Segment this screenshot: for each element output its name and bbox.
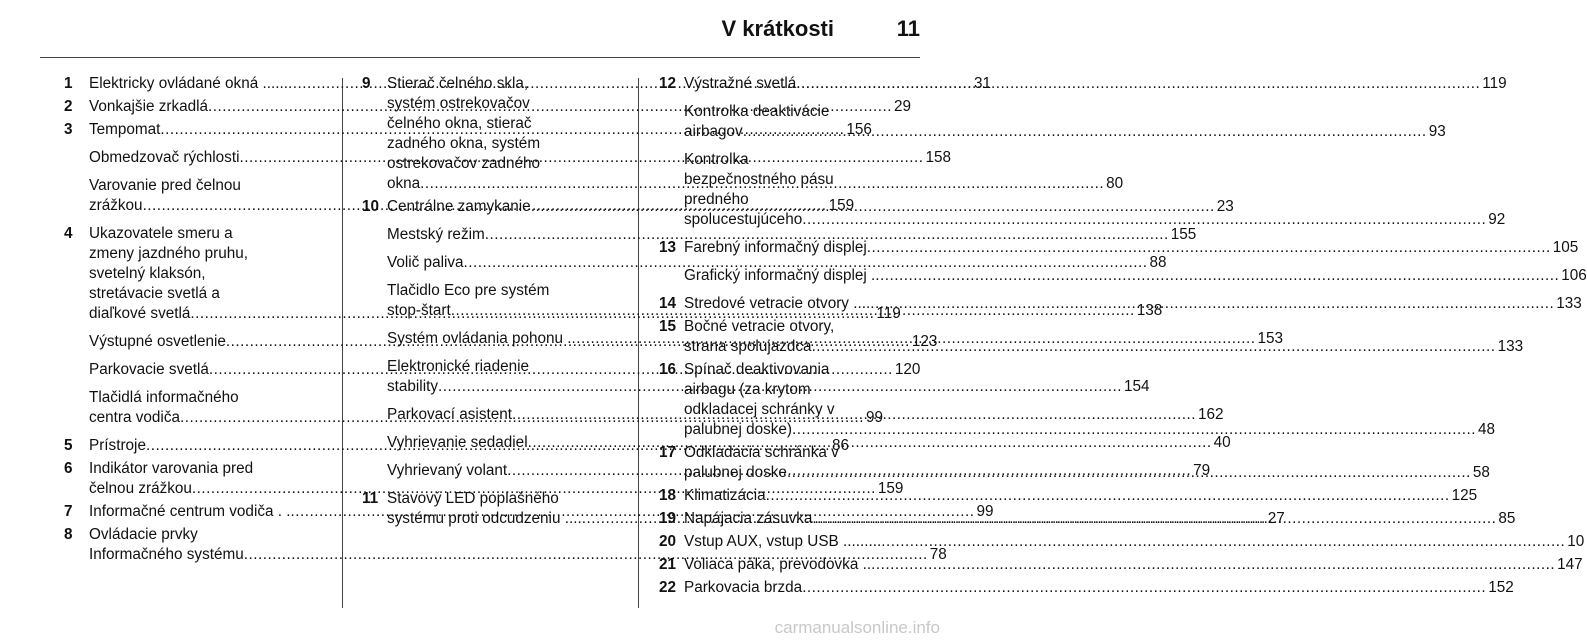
leader-dots [867, 238, 1551, 258]
page-number: 11 [896, 16, 920, 41]
entry-text: Vyhrievaný volant [387, 462, 508, 479]
entry-text: Obmedzovač rýchlosti [89, 149, 240, 166]
entry-number: 18 [659, 487, 677, 504]
entry-number: 5 [64, 437, 73, 454]
index-entry[interactable] [659, 486, 1478, 506]
entry-text: zadného okna, systém [387, 135, 541, 152]
entry-page: 155 [1170, 226, 1197, 243]
entry-page: 10 [1567, 533, 1585, 550]
entry-page: 48 [1478, 421, 1496, 438]
entry-number [659, 102, 684, 142]
entry-number: 1 [64, 75, 73, 92]
entry-text: Vyhrievanie sedadiel [387, 434, 528, 451]
entry-page: 156 [846, 121, 872, 138]
leader-dots [792, 420, 1476, 440]
entry-page: 99 [976, 503, 994, 520]
leader-dots [812, 509, 1496, 529]
entry-page: 23 [1216, 198, 1234, 215]
entry-text: Stredové vetracie otvory .... [684, 295, 871, 312]
entry-number: 11 [362, 490, 379, 507]
entry-number [362, 253, 387, 273]
entry-text: svetelný klaksón, [89, 265, 206, 282]
entry-number: 17 [659, 444, 677, 461]
leader-dots [875, 266, 1559, 286]
entry-text: systému proti odcudzeniu .... [387, 510, 582, 527]
entry-text: Indikátor varovania pred [89, 460, 254, 477]
index-entry[interactable] [659, 102, 1446, 142]
entry-text: centra vodiča [89, 409, 180, 426]
entry-page: 85 [1498, 510, 1516, 527]
entry-text: Vstup AUX, vstup USB ......... [684, 533, 882, 550]
entry-text: Varovanie pred čelnou [89, 177, 241, 194]
entry-number: 3 [64, 121, 73, 138]
entry-text: palubnej doske [684, 464, 787, 481]
entry-text: Grafický informačný displej . [684, 267, 876, 284]
header-rule [40, 57, 920, 58]
leader-dots [766, 486, 1450, 506]
entry-text: bezpečnostného pásu [684, 171, 834, 188]
entry-text: Výstražné svetlá [684, 75, 797, 92]
entry-text: Informačné centrum vodiča . . [89, 503, 291, 520]
entry-page: 58 [1472, 464, 1490, 481]
entry-page: 147 [1557, 556, 1583, 573]
entry-text: okna [387, 175, 421, 192]
entry-number: 13 [659, 239, 677, 256]
entry-text: spolucestujúceho [684, 211, 803, 228]
entry-text: strana spolujazdca [684, 338, 812, 355]
entry-number [362, 461, 387, 481]
entry-page: 106 [1561, 267, 1587, 284]
entry-number: 15 [659, 318, 677, 335]
entry-number [64, 388, 89, 428]
page-header [40, 0, 920, 58]
entry-text: predného [684, 191, 749, 208]
entry-text: stop-štart [387, 302, 451, 319]
entry-text: Výstupné osvetlenie [89, 333, 226, 350]
entry-page: 80 [1106, 175, 1124, 192]
entry-number [64, 332, 89, 352]
leader-dots [796, 74, 1480, 94]
entry-text: Prístroje [89, 437, 146, 454]
entry-number [64, 148, 89, 168]
entry-text: zmeny jazdného pruhu, [89, 245, 249, 262]
entry-page: 88 [1149, 254, 1167, 271]
entry-text: Stierač čelného skla, [387, 75, 529, 92]
entry-text: Systém ovládania pohonu . [387, 330, 572, 347]
entry-text: airbagov [684, 123, 743, 140]
entry-number: 6 [64, 460, 73, 477]
entry-number: 19 [659, 510, 677, 527]
entry-page: 40 [1213, 434, 1231, 451]
entry-text: Farebný informačný displej [684, 239, 867, 256]
index-entry[interactable] [659, 555, 1583, 575]
entry-number: 9 [362, 75, 371, 92]
entry-page: 29 [894, 98, 912, 115]
entry-text: Odkladacia schránka v [684, 444, 839, 461]
entry-text: čelnou zrážkou [89, 480, 192, 497]
entry-number: 22 [659, 579, 677, 596]
entry-text: Tlačidlo Eco pre systém [387, 282, 550, 299]
entry-page: 152 [1488, 579, 1514, 596]
entry-page: 105 [1552, 239, 1579, 256]
entry-text: Mestský režim [387, 226, 485, 243]
index-entry[interactable] [659, 532, 1585, 552]
entry-page: 154 [1124, 378, 1150, 395]
entry-number [362, 357, 387, 397]
entry-page: 99 [865, 409, 883, 426]
entry-text: airbagu (za krytom [684, 381, 811, 398]
entry-page: 133 [1556, 295, 1582, 312]
entry-text: Tempomat [89, 121, 161, 138]
entry-text: Parkovací asistent [387, 406, 512, 423]
leader-dots [802, 578, 1486, 598]
entry-text: Vonkajšie zrkadlá [89, 98, 209, 115]
index-entry[interactable] [659, 578, 1514, 598]
entry-number [362, 433, 387, 453]
entry-text: Napájacia zásuvka [684, 510, 813, 527]
entry-number [362, 405, 387, 425]
entry-page: 125 [1451, 487, 1478, 504]
entry-number [659, 266, 684, 286]
entry-number [64, 360, 89, 380]
entry-text: ostrekovačov zadného [387, 155, 541, 172]
index-entry[interactable] [659, 238, 1579, 258]
entry-text: stability [387, 378, 439, 395]
leader-dots [787, 463, 1471, 483]
leader-dots [812, 337, 1496, 357]
leader-dots [743, 122, 1427, 142]
entry-number [659, 150, 684, 230]
entry-page: 162 [1197, 406, 1224, 423]
entry-text: Parkovacia brzda [684, 579, 803, 596]
entry-page: 120 [894, 361, 921, 378]
entry-page: 119 [1482, 75, 1507, 92]
entry-number: 16 [659, 361, 677, 378]
entry-page: 93 [1428, 123, 1446, 140]
entry-text: Ukazovatele smeru a [89, 225, 233, 242]
leader-dots [870, 294, 1554, 314]
entry-page: 158 [925, 149, 952, 166]
entry-text: Kontrolka [684, 151, 749, 168]
index-entry[interactable] [659, 266, 1587, 286]
entry-page: 133 [1497, 338, 1524, 355]
entry-number: 7 [64, 503, 73, 520]
entry-page: 86 [831, 437, 849, 454]
entry-number: 2 [64, 98, 73, 115]
entry-page: 123 [911, 333, 938, 350]
entry-text: Voliaca páka, prevodovka .. [684, 556, 872, 573]
entry-text: čelného okna, stierač [387, 115, 532, 132]
entry-text: Ovládacie prvky [89, 526, 198, 543]
entry-page: 138 [1136, 302, 1163, 319]
entry-text: Spínač deaktivovania [684, 361, 830, 378]
leader-dots [871, 555, 1555, 575]
entry-number: 10 [362, 198, 380, 215]
entry-number [64, 176, 89, 216]
entry-text: Parkovacie svetlá [89, 361, 209, 378]
index-entry[interactable] [362, 225, 1197, 245]
entry-text: Klimatizácia [684, 487, 766, 504]
entry-page: 27 [1267, 510, 1285, 527]
entry-text: Kontrolka deaktivácie [684, 103, 830, 120]
index-entry[interactable] [362, 253, 1167, 273]
entry-page: 31 [973, 75, 991, 92]
entry-page: 153 [1257, 330, 1284, 347]
entry-page: 78 [929, 546, 947, 563]
entry-page: 159 [877, 480, 904, 497]
entry-page: 92 [1488, 211, 1506, 228]
entry-text: Stavový LED poplašného [387, 490, 559, 507]
entry-text: odkladacej schránky v [684, 401, 835, 418]
entry-text: Informačného systému [89, 546, 244, 563]
entry-page: 79 [1193, 462, 1211, 479]
entry-text: Centrálne zamykanie [387, 198, 531, 215]
entry-text: stretávacie svetlá a [89, 285, 220, 302]
entry-text: Bočné vetracie otvory, [684, 318, 835, 335]
leader-dots [881, 532, 1565, 552]
entry-number: 14 [659, 295, 677, 312]
entry-number: 8 [64, 526, 73, 543]
entry-number [362, 225, 387, 245]
entry-text: Volič paliva [387, 254, 464, 271]
entry-number: 21 [659, 556, 677, 573]
entry-text: Tlačidlá informačného [89, 389, 239, 406]
entry-text: palubnej doske) [684, 421, 793, 438]
entry-text: systém ostrekovačov [387, 95, 530, 112]
entry-text: zrážkou [89, 197, 143, 214]
leader-dots [802, 210, 1486, 230]
entry-text: diaľkové svetlá [89, 305, 191, 322]
entry-number: 4 [64, 225, 73, 242]
entry-text: Elektronické riadenie [387, 358, 529, 375]
entry-page: 159 [828, 197, 855, 214]
watermark: carmanualsonline.info [774, 618, 940, 637]
entry-text: Elektricky ovládané okná ...... [89, 75, 288, 92]
entry-page: 119 [876, 305, 901, 322]
entry-number [362, 281, 387, 321]
entry-number: 12 [659, 75, 677, 92]
entry-number: 20 [659, 533, 677, 550]
entry-number [362, 329, 387, 349]
page-title: V krátkosti [721, 16, 834, 41]
